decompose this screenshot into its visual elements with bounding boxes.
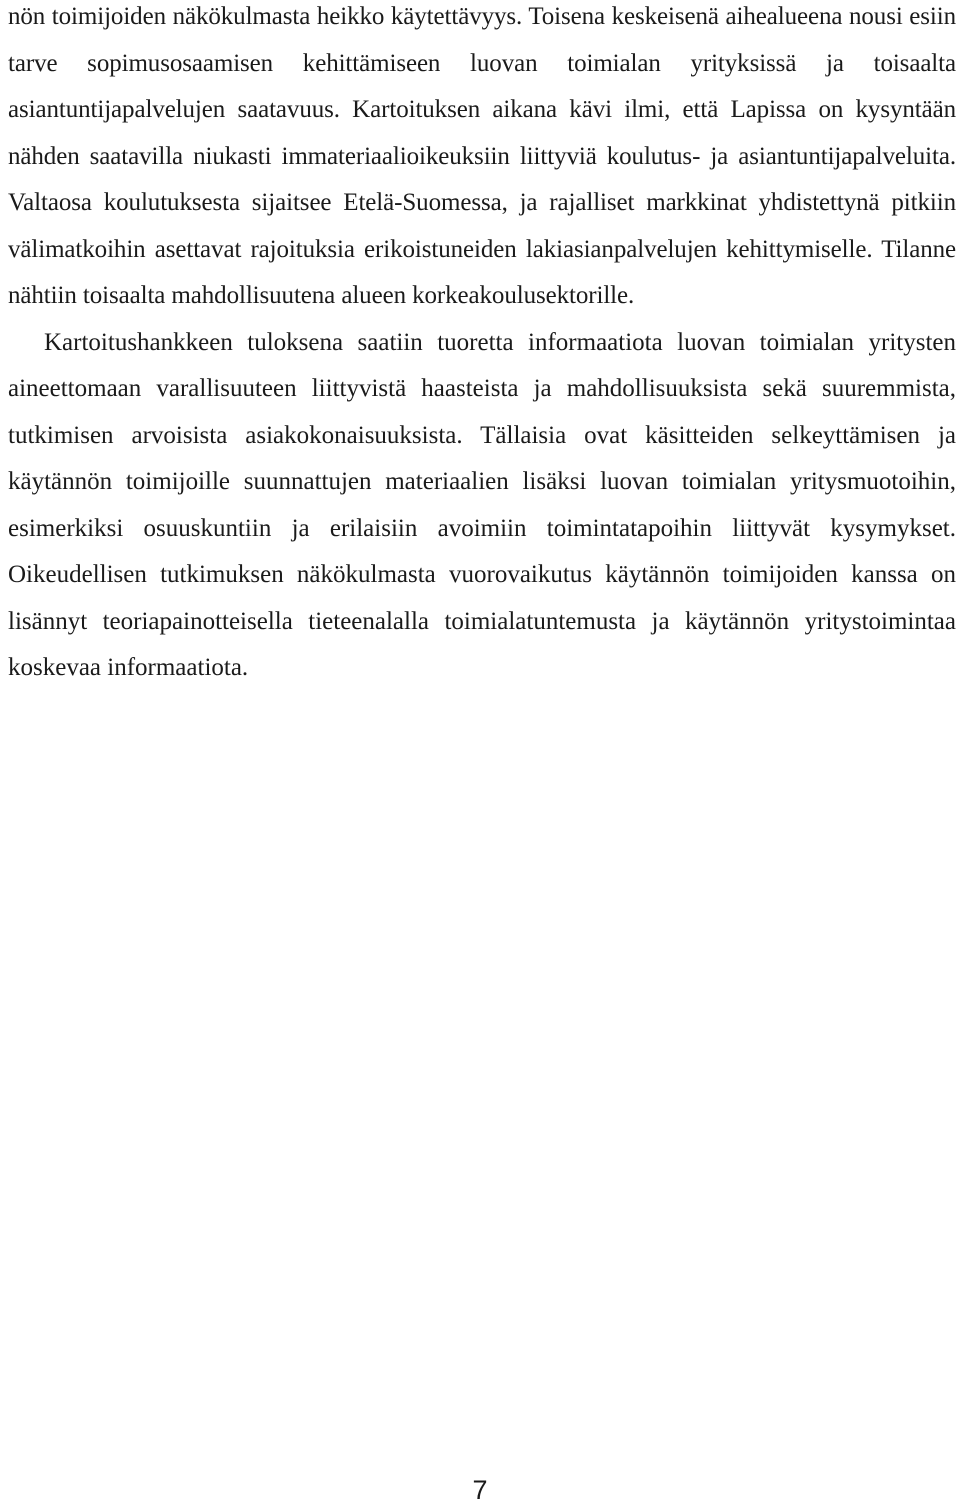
paragraph-1: nön toimijoiden näkökulmasta heikko käytettävyys. Toisena keskeisenä aihealueena nousi esiin tarve sopimusosaamisen kehittämiseen luovan toimialan yrityksissä ja toisaalta asiantuntijapalvelujen saatavuus. Kartoituksen aikana kävi ilmi, että Lapissa on kysyntään nähden saatavilla niukasti immateriaalioikeuksiin liittyviä koulutus- ja asiantuntijapalveluita. Valtaosa koulutuksesta sijaitsee Etelä-Suomessa, ja rajalliset markkinat yhdistettynä pitkiin välimatkoihin asettavat rajoituksia erikoistuneiden lakiasianpalvelujen kehittymiselle. Tilanne nähtiin toisaalta mahdollisuutena alueen korkeakoulusektorille. <box>8 3 956 309</box>
page-number: 7 <box>472 1475 488 1505</box>
page-body <box>8 0 956 692</box>
paragraph-2: Kartoitushankkeen tuloksena saatiin tuoretta informaatiota luovan toimialan yritysten aineettomaan varallisuuteen liittyvistä haasteista ja mahdollisuuksista sekä suuremmista, tutkimisen arvoisista asiakokonaisuuksista. Tällaisia ovat käsitteiden selkeyttämisen ja käytännön toimijoille suunnattujen materiaalien lisäksi luovan toimialan yritysmuotoihin, esimerkiksi osuuskuntiin ja erilaisiin avoimiin toimintatapoihin liittyvät kysymykset. Oikeudellisen tutkimuksen näkökulmasta vuorovaikutus käytännön toimijoiden kanssa on lisännyt teoriapainotteisella tieteenalalla toimialatuntemusta ja käytännön yritystoimintaa koskevaa informaatiota. <box>8 328 956 681</box>
